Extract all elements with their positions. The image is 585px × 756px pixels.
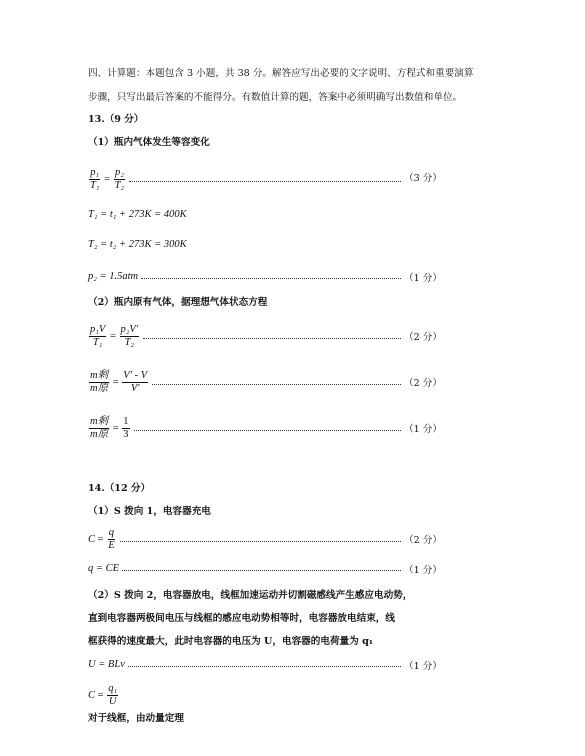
q14-eq-capacitance: C = $\frac{q}{E}$ [88,524,404,554]
q14-eq-capacitance-2: C = $\frac{\text{q₁}}{U}$ [88,682,118,707]
leader-dots [128,666,401,667]
q14-part2-line-1: （2）S 拨向 2，电容器放电，线框加速运动并切割磁感线产生感应电动势， [88,590,413,601]
q13-heading: 13.（9 分） [88,114,144,125]
q13-eq-charles: $\frac{\text{p₁}}{\text{T₁}}$ = $\frac{\text{p₂}}{\text{T₂}}$ [88,164,404,194]
q14-part2-line-3: 框获得的速度最大，此时电容器的电压为 U，电容器的电荷量为 q₁ [88,636,373,647]
q13-part1: （1）瓶内气体发生等容变化 [88,137,210,148]
q14-last-line: 对于线框，由动量定理 [88,713,184,724]
score: （3 分） [404,173,442,184]
leader-dots [143,338,401,339]
q14-eq-charge: q = CE [88,560,404,576]
q13-eq-T1: T₁ = t₁ + 273K = 400K [88,209,187,220]
score: （1 分） [404,424,442,435]
fraction: $\frac{\text{p₁V}}{\text{T₁}}$ [90,323,106,348]
score: （2 分） [404,378,442,389]
score: （1 分） [404,661,442,672]
fraction: $\frac{\text{m剩}}{\text{m原}}$ [90,369,109,394]
score: （1 分） [404,273,442,284]
fraction: $\frac{1}{3}$ [123,415,129,440]
fraction: $\frac{\text{q₁}}{U}$ [108,682,118,707]
intro-line-2: 步骤，只写出最后答案的不能得分。有数值计算的题，答案中必须明确写出数值和单位。 [88,92,463,103]
leader-dots [141,278,401,279]
q13-part2: （2）瓶内原有气体，据理想气体状态方程 [88,297,268,308]
q13-eq-ideal-gas: $\frac{\text{p₁V}}{\text{T₁}}$ = $\frac{\text{p₂V′}}{\text{T₂}}$ [88,321,404,351]
fraction: $\frac{V' - V}{V'}$ [123,369,148,394]
q13-eq-T2: T₂ = t₂ + 273K = 300K [88,239,187,250]
leader-dots [152,384,401,385]
q14-heading: 14.（12 分） [88,483,151,494]
score: （2 分） [404,332,442,343]
leader-dots [120,541,401,542]
q14-eq-emf: U = BLv [88,656,404,672]
leader-dots [122,570,401,571]
q13-eq-p2: p₂ = 1.5atm [88,268,404,284]
score: （2 分） [404,535,442,546]
intro-line-1: 四、计算题：本题包含 3 小题，共 38 分。解答应写出必要的文字说明、方程式和重要演算 [88,68,474,79]
q13-eq-result: $\frac{\text{m剩}}{\text{m原}}$ = $\frac{1}{3}$ [88,413,404,443]
leader-dots [134,430,401,431]
q14-part2-line-2: 直到电容器两极间电压与线框的感应电动势相等时，电容器放电结束，线 [88,613,395,624]
fraction: $\frac{\text{m剩}}{\text{m原}}$ [90,415,109,440]
q13-eq-mass-ratio: $\frac{\text{m剩}}{\text{m原}}$ = $\frac{V' - V}{V'}$ [88,367,404,397]
fraction: $\frac{\text{p₂V′}}{\text{T₂}}$ [120,323,139,348]
fraction: $\frac{\text{p₁}}{\text{T₁}}$ [90,166,100,191]
q14-part1: （1）S 拨向 1，电容器充电 [88,506,211,517]
leader-dots [129,181,401,182]
fraction: $\frac{q}{E}$ [108,526,115,551]
fraction: $\frac{\text{p₂}}{\text{T₂}}$ [114,166,125,191]
score: （1 分） [404,565,442,576]
